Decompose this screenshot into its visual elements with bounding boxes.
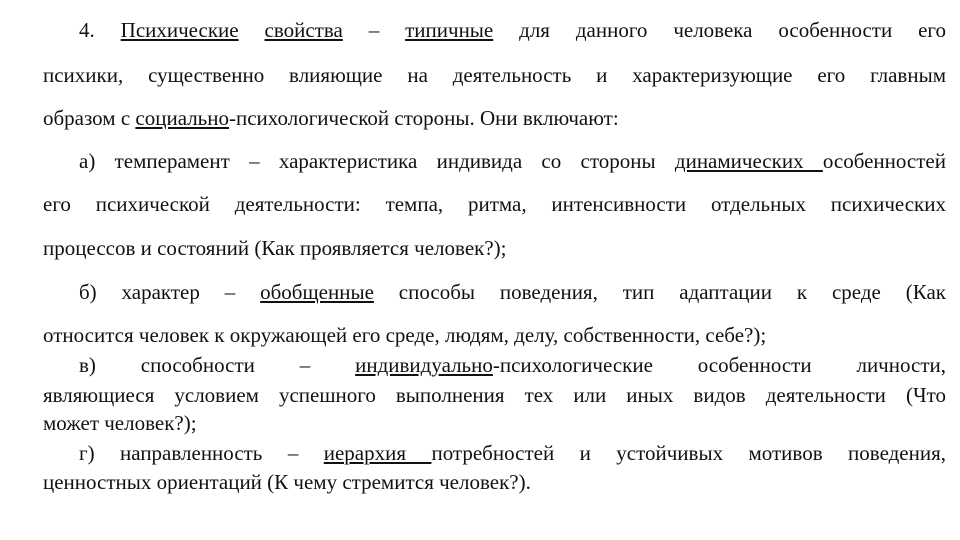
paragraph-character-line-2: относится человек к окружающей его среде, людям, делу, собственности, себе?); <box>43 323 767 347</box>
text: г) направленность – <box>79 441 324 465</box>
paragraph-properties-line-2: психики, существенно влияющие на деятельность и характеризующие его главным <box>43 63 946 87</box>
text: для данного человека особенности его <box>493 18 947 42</box>
paragraph-orientation-line-1 <box>79 441 946 466</box>
paragraph-abilities-line-3: может человек?); <box>43 411 197 435</box>
text: – <box>342 18 406 42</box>
text: способы поведения, тип адаптации к среде (Как <box>373 280 946 304</box>
paragraph-temperament-line-2: его психической деятельности: темпа, ритма, интенсивности отдельных психических <box>43 192 946 216</box>
paragraph-character-line-1 <box>79 280 946 305</box>
underlined-term: социально <box>135 106 229 130</box>
underlined-term: Психические <box>120 18 239 42</box>
text: 4. <box>79 18 121 42</box>
text: -психологические особенности личности, <box>492 353 946 377</box>
underlined-term: свойства <box>264 18 343 42</box>
paragraph-abilities-line-1 <box>79 353 946 378</box>
paragraph-orientation-line-2: ценностных ориентаций (К чему стремится человек?). <box>43 470 531 494</box>
underlined-term: индивидуально <box>355 353 493 377</box>
text: -психологической стороны. Они включают: <box>229 106 619 130</box>
paragraph-properties-line-1 <box>79 18 946 43</box>
underlined-term: иерархия <box>323 441 432 465</box>
text: а) темперамент – характеристика индивида со стороны <box>79 149 675 173</box>
underlined-term: динамических <box>674 149 823 173</box>
paragraph-temperament-line-3: процессов и состояний (Как проявляется человек?); <box>43 236 507 260</box>
text: в) способности – <box>79 353 356 377</box>
text: потребностей и устойчивых мотивов поведения, <box>431 441 947 465</box>
underlined-term: обобщенные <box>260 280 374 304</box>
text: образом с <box>43 106 136 130</box>
paragraph-temperament-line-1 <box>79 149 946 174</box>
paragraph-properties-line-3 <box>43 106 946 131</box>
text <box>239 18 265 42</box>
text: особенностей <box>822 149 946 173</box>
paragraph-abilities-line-2: являющиеся условием успешного выполнения тех или иных видов деятельности (Что <box>43 383 946 407</box>
underlined-term: типичные <box>405 18 494 42</box>
text: б) характер – <box>79 280 261 304</box>
